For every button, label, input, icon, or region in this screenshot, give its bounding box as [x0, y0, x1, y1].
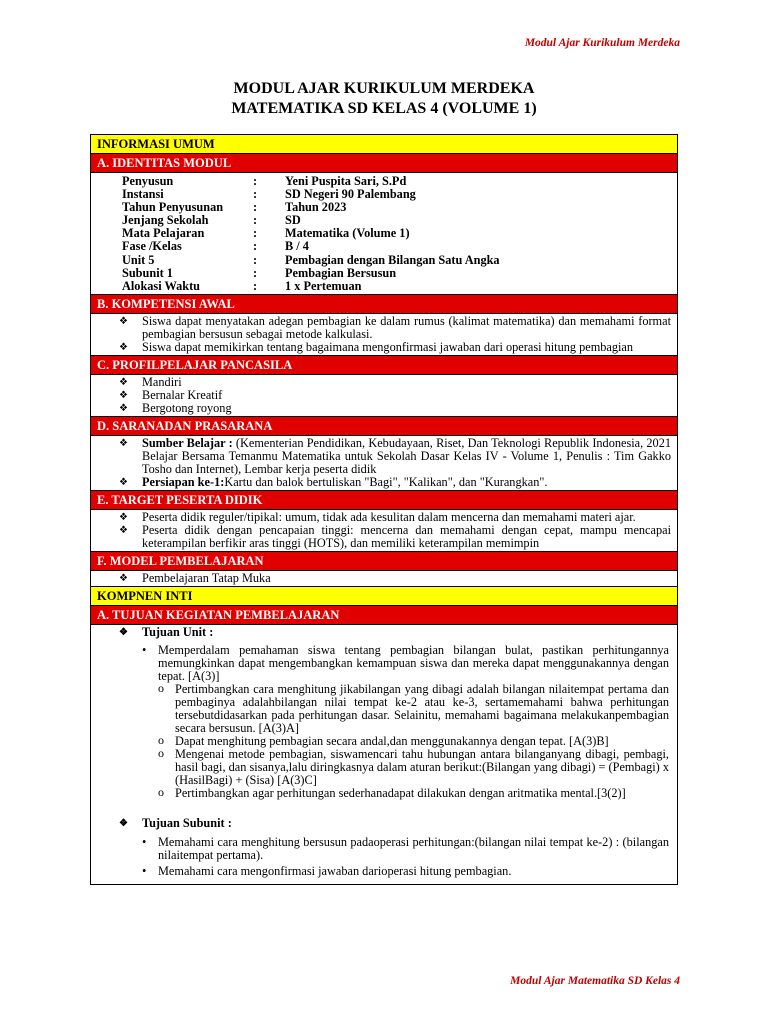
identitas-section [91, 173, 677, 295]
target-section [91, 510, 677, 552]
list-item: o Pertimbangkan agar perhitungan sederhanadapat dilakukan dengan aritmatika mental.[3(2)] [175, 787, 669, 800]
identity-row: Penyusun : Yeni Puspita Sari, S.Pd [122, 174, 407, 188]
kompetensi-heading: B. KOMPETENSI AWAL [91, 295, 677, 314]
document-subtitle: MATEMATIKA SD KELAS 4 (VOLUME 1) [231, 100, 537, 117]
profil-section [91, 375, 677, 417]
module-table [90, 134, 678, 885]
tujuan-subunit-label: ❖ Tujuan Subunit : [91, 817, 669, 830]
list-item: ❖ Persiapan ke-1:Kartu dan balok bertuliskan "Bagi", "Kalikan", dan "Kurangkan". [142, 476, 671, 489]
list-item: ❖ Pembelajaran Tatap Muka [142, 572, 671, 585]
list-item: ❖ Peserta didik dengan pencapaian tinggi: mencerna dan memahami dengan cepat, mampu mencapai keterampilan berfikir aras tinggi (HOTS), dan memiliki keterampilan memimpin [142, 524, 671, 550]
list-item: • Memperdalam pemahaman siswa tentang pembagian bilangan bulat, pastikan perhitungannya memungkinkan dapat mengembangkan kemampuan siswa dan mereka dapat menggunakannya dengan tepat. [A(3)] o Pertimbangkan cara menghitung jikabilangan yang dibagi adalah bilangan nilaitempat pertama dan pembaginya adalahbilangan nilai tempat ke-2 atau ke-3, sertamemahami bahwa perhitungan tersebutdidasarkan pada perhitungan dasar. Selainitu, memahami bagaimana melakukanpembagian secara bersusun. [A(3)A] o Dapat menghitung pembagian secara andal,dan menggunakannya dengan tepat. [A(3)B] o Mengenai metode pembagian, siswamencari tahu hubungan antara bilanganyang dibagi, pembagi, hasil bagi, dan sisanya,lalu diringkasnya dalam aturan berikut:(Bilangan yang dibagi) = (Pembagi) x (HasilBagi) + (Sisa) [A(3)C] o Pertimbangkan agar perhitungan sederhanadapat dilakukan dengan aritmatika mental.[3(2)] [158, 644, 669, 800]
identity-row: Alokasi Waktu : 1 x Pertemuan [122, 278, 362, 293]
document-title: MODUL AJAR KURIKULUM MERDEKA [233, 80, 535, 97]
target-heading: E. TARGET PESERTA DIDIK [91, 491, 677, 510]
model-section [91, 571, 677, 587]
sarana-heading: D. SARANADAN PRASARANA [91, 417, 677, 436]
identity-row: Subunit 1 : Pembagian Bersusun [122, 265, 397, 280]
identity-row: Jenjang Sekolah : SD [122, 213, 301, 228]
page-footer: Modul Ajar Matematika SD Kelas 4 [510, 975, 680, 987]
informasi-umum-heading: INFORMASI UMUM [91, 135, 677, 154]
tujuan-unit-label: ❖ Tujuan Unit : [91, 626, 669, 639]
model-heading: F. MODEL PEMBELAJARAN [91, 552, 677, 571]
list-item: ❖ Sumber Belajar : (Kementerian Pendidikan, Kebudayaan, Riset, Dan Teknologi Republik Indonesia, 2021 Belajar Bersama Temanmu Matematika untuk Sekolah Dasar Kelas IV - Volume 1, Penulis : Tim Gakko Tosho dan Internet), Lembar kerja peserta didik [142, 437, 671, 476]
identity-row: Tahun Penyusunan : Tahun 2023 [122, 200, 347, 215]
tujuan-heading: A. TUJUAN KEGIATAN PEMBELAJARAN [91, 606, 677, 625]
list-item: ❖ Bergotong royong [142, 402, 671, 415]
list-item: • Memahami cara menghitung bersusun padaoperasi perhitungan:(bilangan nilai tempat ke-2) : (bilangan nilaitempat pertama). [158, 836, 669, 862]
kompetensi-section [91, 314, 677, 356]
identity-row: Instansi : SD Negeri 90 Palembang [122, 187, 416, 202]
page-header: Modul Ajar Kurikulum Merdeka [524, 37, 680, 49]
identitas-heading: A. IDENTITAS MODUL [91, 154, 677, 173]
list-item: ❖ Peserta didik reguler/tipikal: umum, tidak ada kesulitan dalam mencerna dan memahami materi ajar. [142, 511, 671, 524]
list-item: o Dapat menghitung pembagian secara andal,dan menggunakannya dengan tepat. [A(3)B] [175, 735, 669, 748]
list-item: ❖ Siswa dapat memikirkan tentang bagaimana mengonfirmasi jawaban dari operasi hitung pembagian [142, 341, 671, 354]
list-item: ❖ Bernalar Kreatif [142, 389, 671, 402]
list-item: ❖ Siswa dapat menyatakan adegan pembagian ke dalam rumus (kalimat matematika) dan memahami format pembagian bersusun sebagai metode kalkulasi. [142, 315, 671, 341]
identity-row: Unit 5 : Pembagian dengan Bilangan Satu Angka [122, 252, 500, 267]
sarana-section [91, 436, 677, 491]
list-item: o Pertimbangkan cara menghitung jikabilangan yang dibagi adalah bilangan nilaitempat pertama dan pembaginya adalahbilangan nilai tempat ke-2 atau ke-3, sertamemahami bahwa perhitungan tersebutdidasarkan pada perhitungan dasar. Selainitu, memahami bagaimana melakukanpembagian secara bersusun. [A(3)A] [175, 683, 669, 735]
identity-row: Fase /Kelas : B / 4 [122, 239, 309, 254]
komponen-inti-heading: KOMPNEN INTI [91, 587, 677, 606]
list-item: o Mengenai metode pembagian, siswamencari tahu hubungan antara bilanganyang dibagi, pembagi, hasil bagi, dan sisanya,lalu diringkasnya dalam aturan berikut:(Bilangan yang dibagi) = (Pembagi) x (HasilBagi) + (Sisa) [A(3)C] [175, 748, 669, 787]
identity-row: Mata Pelajaran : Matematika (Volume 1) [122, 226, 410, 241]
profil-heading: C. PROFILPELAJAR PANCASILA [91, 356, 677, 375]
list-item: • Memahami cara mengonfirmasi jawaban darioperasi hitung pembagian. [158, 865, 669, 878]
tujuan-section [91, 625, 677, 884]
list-item: ❖ Mandiri [142, 376, 671, 389]
